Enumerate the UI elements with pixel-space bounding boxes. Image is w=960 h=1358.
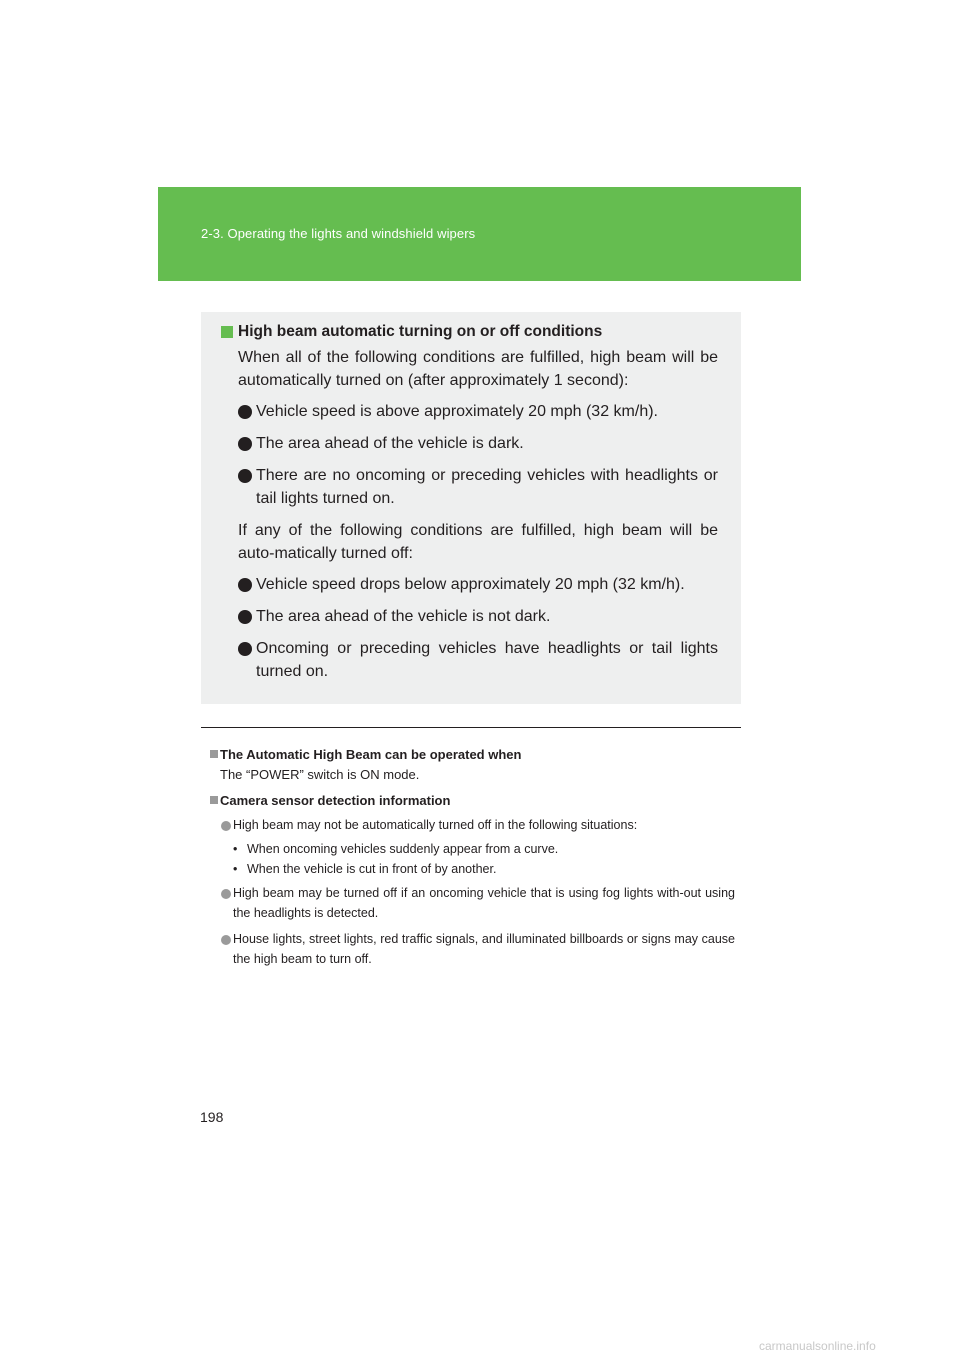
situations-list xyxy=(233,839,735,879)
bullet-icon xyxy=(238,610,252,624)
situation-item: • When the vehicle is cut in front of by another. xyxy=(233,859,735,879)
section-header-band xyxy=(158,187,801,281)
on-intro: When all of the following conditions are fulfilled, high beam will be automatically turned on (after approximately 1 second): xyxy=(238,349,718,389)
section-title: 2-3. Operating the lights and windshield wipers xyxy=(201,226,476,241)
note-heading-sensor: Camera sensor detection information xyxy=(210,791,735,811)
page-number: 198 xyxy=(200,1109,224,1125)
bullet-icon xyxy=(221,889,231,899)
sensor-item: High beam may be turned off if an oncoming vehicle that is using fog lights with-out using the headlights is detected. xyxy=(210,883,735,923)
bullet-icon xyxy=(221,935,231,945)
off-condition-item: Vehicle speed drops below approximately 20 mph (32 km/h). xyxy=(238,573,718,596)
box-heading-text: High beam automatic turning on or off conditions xyxy=(238,323,603,340)
bullet-icon xyxy=(221,821,231,831)
off-intro: If any of the following conditions are fulfilled, high beam will be auto-matically turned off: xyxy=(238,522,718,562)
box-heading xyxy=(238,322,718,342)
on-condition-item: There are no oncoming or preceding vehicles with headlights or tail lights turned on. xyxy=(238,464,718,510)
note-heading-operation: The Automatic High Beam can be operated when xyxy=(210,745,735,765)
bullet-icon xyxy=(238,469,252,483)
bullet-icon xyxy=(238,437,252,451)
bullet-icon xyxy=(238,578,252,592)
on-condition-item: Vehicle speed is above approximately 20 mph (32 km/h). xyxy=(238,400,718,423)
square-bullet-icon xyxy=(221,326,233,338)
watermark: carmanualsonline.info xyxy=(759,1339,876,1353)
square-bullet-icon xyxy=(210,750,218,758)
off-condition-item: The area ahead of the vehicle is not dark. xyxy=(238,605,718,628)
sensor-item: High beam may not be automatically turned off in the following situations: xyxy=(210,815,735,835)
sensor-item: House lights, street lights, red traffic signals, and illuminated billboards or signs may cause the high beam to turn off. xyxy=(210,929,735,969)
notes-section xyxy=(210,745,735,969)
bullet-icon xyxy=(238,405,252,419)
off-condition-item: Oncoming or preceding vehicles have headlights or tail lights turned on. xyxy=(238,637,718,683)
divider xyxy=(201,727,741,728)
on-condition-item: The area ahead of the vehicle is dark. xyxy=(238,432,718,455)
bullet-icon xyxy=(238,642,252,656)
conditions-box xyxy=(201,312,741,704)
square-bullet-icon xyxy=(210,796,218,804)
situation-item: • When oncoming vehicles suddenly appear from a curve. xyxy=(233,839,735,859)
dot-icon: • xyxy=(233,842,238,856)
dot-icon: • xyxy=(233,862,238,876)
note-text-operation: The “POWER” switch is ON mode. xyxy=(220,767,420,782)
